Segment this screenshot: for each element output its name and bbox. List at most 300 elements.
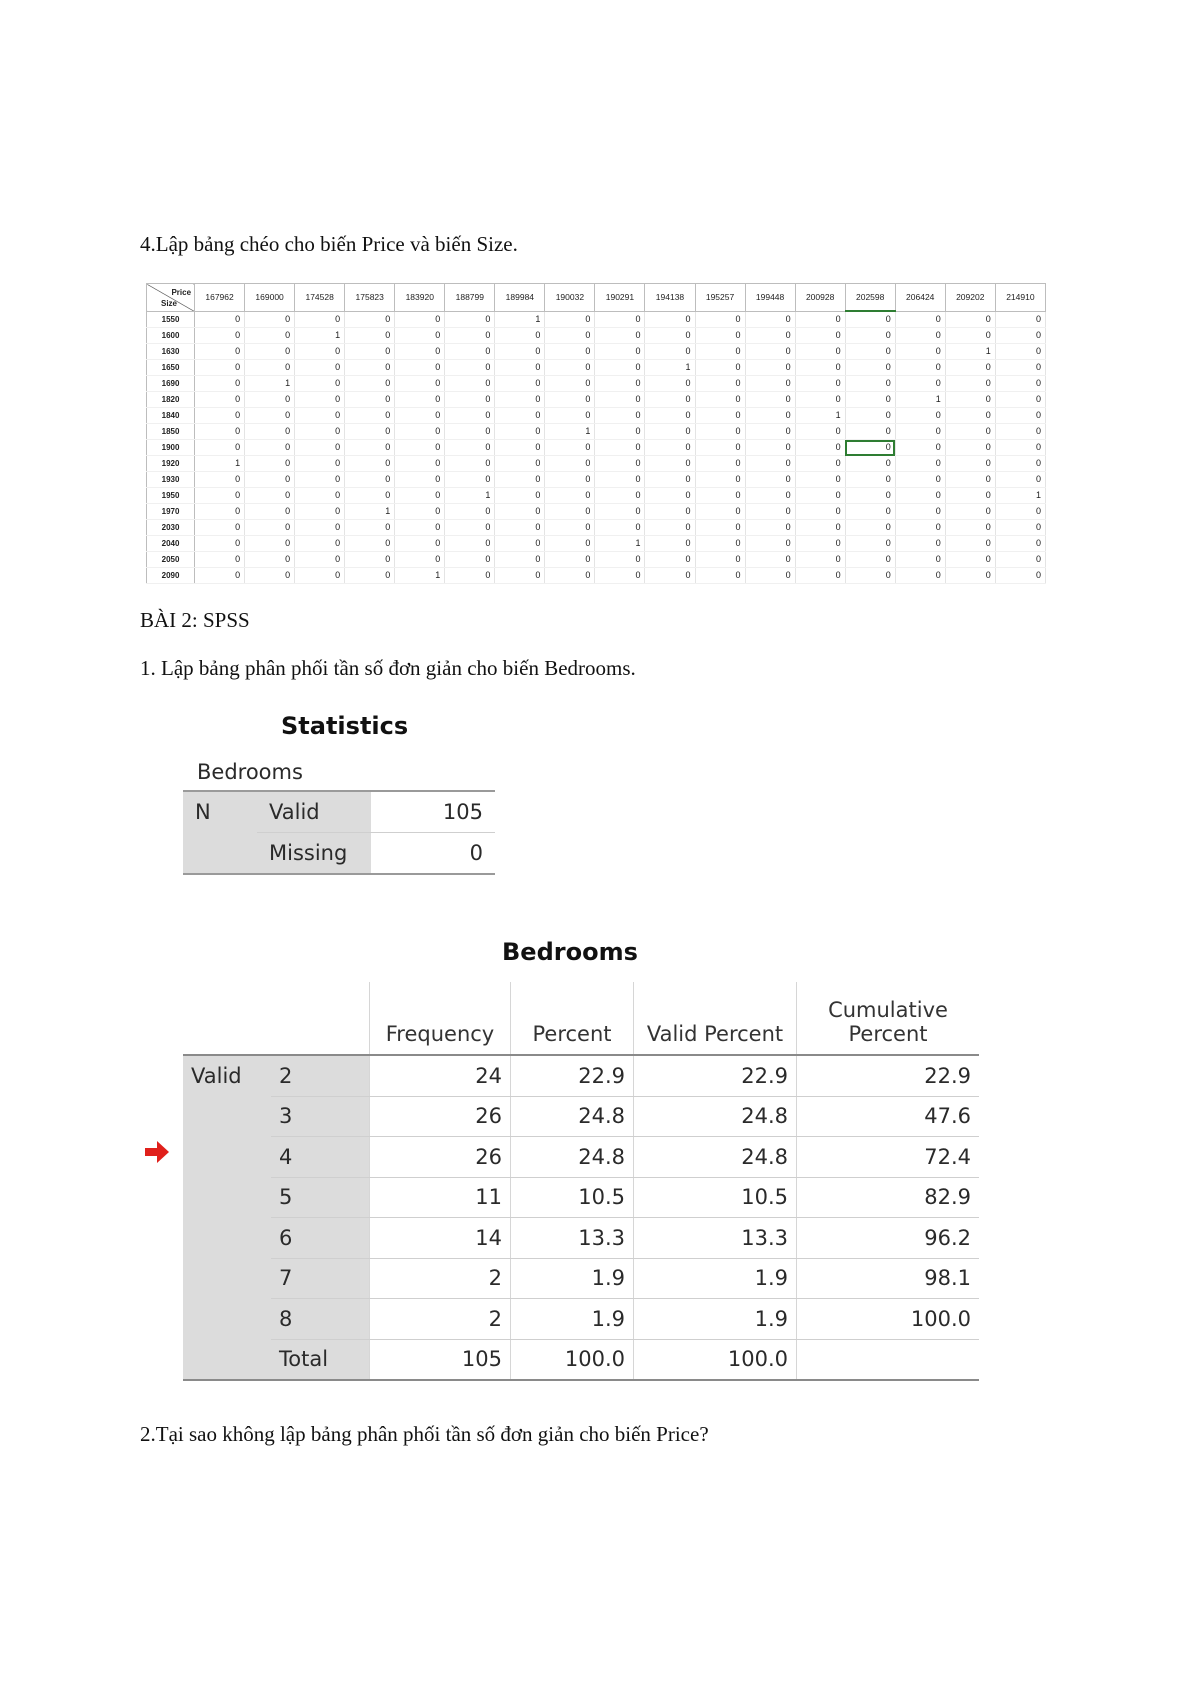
crosstab-cell: 0 bbox=[195, 392, 245, 408]
crosstab-cell: 0 bbox=[745, 568, 795, 584]
crosstab-row bbox=[147, 440, 1046, 456]
crosstab-cell: 0 bbox=[795, 360, 845, 376]
crosstab-cell: 0 bbox=[395, 408, 445, 424]
crosstab-size-header: 1630 bbox=[147, 344, 195, 360]
crosstab-cell: 0 bbox=[745, 311, 795, 328]
crosstab-cell: 0 bbox=[495, 344, 545, 360]
crosstab-cell: 0 bbox=[495, 552, 545, 568]
crosstab-price-header: 209202 bbox=[945, 284, 995, 312]
n-label-spacer bbox=[183, 833, 257, 875]
crosstab-price-header: 174528 bbox=[295, 284, 345, 312]
crosstab-cell: 0 bbox=[895, 328, 945, 344]
crosstab-cell: 0 bbox=[295, 376, 345, 392]
crosstab-cell: 0 bbox=[995, 520, 1045, 536]
crosstab-cell: 0 bbox=[895, 504, 945, 520]
crosstab-cell: 0 bbox=[445, 520, 495, 536]
crosstab-cell: 0 bbox=[945, 472, 995, 488]
crosstab-cell: 0 bbox=[745, 440, 795, 456]
crosstab-size-header: 1600 bbox=[147, 328, 195, 344]
crosstab-cell: 0 bbox=[345, 424, 395, 440]
crosstab-cell: 0 bbox=[245, 344, 295, 360]
crosstab-cell: 0 bbox=[595, 504, 645, 520]
crosstab-cell: 0 bbox=[445, 424, 495, 440]
crosstab-price-header: 199448 bbox=[745, 284, 795, 312]
crosstab-cell: 0 bbox=[745, 536, 795, 552]
crosstab-cell: 0 bbox=[395, 392, 445, 408]
valid-percent-cell: 1.9 bbox=[634, 1258, 797, 1299]
crosstab-cell: 0 bbox=[945, 376, 995, 392]
crosstab-cell: 0 bbox=[595, 424, 645, 440]
header-valid-percent: Valid Percent bbox=[634, 982, 797, 1055]
category-cell: 5 bbox=[271, 1177, 370, 1218]
crosstab-cell: 0 bbox=[645, 408, 695, 424]
crosstab-cell: 0 bbox=[845, 488, 895, 504]
crosstab-cell: 0 bbox=[545, 568, 595, 584]
valid-percent-cell: 13.3 bbox=[634, 1218, 797, 1259]
crosstab-row bbox=[147, 520, 1046, 536]
frequency-row bbox=[183, 1218, 979, 1259]
crosstab-cell: 0 bbox=[845, 552, 895, 568]
category-cell: 3 bbox=[271, 1096, 370, 1137]
crosstab-cell: 0 bbox=[895, 408, 945, 424]
n-label: N bbox=[183, 791, 257, 833]
crosstab-cell: 0 bbox=[895, 472, 945, 488]
crosstab-cell: 0 bbox=[945, 408, 995, 424]
crosstab-cell: 1 bbox=[245, 376, 295, 392]
crosstab-corner-header bbox=[147, 284, 195, 312]
crosstab-cell: 0 bbox=[195, 536, 245, 552]
crosstab-cell: 0 bbox=[545, 360, 595, 376]
crosstab-cell: 0 bbox=[545, 488, 595, 504]
percent-cell: 13.3 bbox=[511, 1218, 634, 1259]
crosstab-size-header: 2030 bbox=[147, 520, 195, 536]
crosstab-cell: 1 bbox=[895, 392, 945, 408]
crosstab-row bbox=[147, 456, 1046, 472]
crosstab-cell: 0 bbox=[245, 392, 295, 408]
crosstab-cell: 0 bbox=[895, 552, 945, 568]
crosstab-cell: 0 bbox=[345, 456, 395, 472]
crosstab-cell: 0 bbox=[745, 344, 795, 360]
crosstab-cell: 0 bbox=[445, 392, 495, 408]
crosstab-cell: 0 bbox=[545, 456, 595, 472]
frequency-row bbox=[183, 1258, 979, 1299]
percent-cell: 10.5 bbox=[511, 1177, 634, 1218]
crosstab-cell: 0 bbox=[195, 488, 245, 504]
frequency-cell: 105 bbox=[370, 1339, 511, 1380]
crosstab-cell: 0 bbox=[795, 456, 845, 472]
crosstab-cell: 0 bbox=[345, 344, 395, 360]
crosstab-cell: 0 bbox=[945, 504, 995, 520]
crosstab-cell: 0 bbox=[895, 456, 945, 472]
crosstab-cell: 0 bbox=[595, 472, 645, 488]
crosstab-cell: 0 bbox=[995, 328, 1045, 344]
crosstab-cell: 0 bbox=[245, 408, 295, 424]
crosstab-cell: 0 bbox=[345, 311, 395, 328]
crosstab-cell: 0 bbox=[345, 472, 395, 488]
crosstab-cell: 0 bbox=[745, 328, 795, 344]
crosstab-cell: 0 bbox=[645, 536, 695, 552]
frequency-row bbox=[183, 1177, 979, 1218]
crosstab-cell: 0 bbox=[795, 472, 845, 488]
crosstab-cell: 0 bbox=[995, 408, 1045, 424]
crosstab-cell: 0 bbox=[245, 536, 295, 552]
crosstab-cell: 0 bbox=[445, 311, 495, 328]
crosstab-price-header: 189984 bbox=[495, 284, 545, 312]
crosstab-cell: 0 bbox=[895, 344, 945, 360]
valid-percent-cell: 22.9 bbox=[634, 1055, 797, 1096]
percent-cell: 100.0 bbox=[511, 1339, 634, 1380]
crosstab-cell: 0 bbox=[945, 328, 995, 344]
crosstab-cell: 0 bbox=[495, 328, 545, 344]
crosstab-cell: 0 bbox=[645, 376, 695, 392]
crosstab-cell: 0 bbox=[395, 520, 445, 536]
crosstab-cell: 0 bbox=[995, 424, 1045, 440]
crosstab-cell: 0 bbox=[495, 504, 545, 520]
crosstab-cell: 0 bbox=[595, 552, 645, 568]
crosstab-cell: 0 bbox=[695, 344, 745, 360]
crosstab-cell: 0 bbox=[395, 376, 445, 392]
frequency-row bbox=[183, 1055, 979, 1096]
crosstab-cell: 0 bbox=[695, 472, 745, 488]
crosstab-cell: 0 bbox=[745, 488, 795, 504]
cumulative-percent-cell: 47.6 bbox=[797, 1096, 980, 1137]
crosstab-cell: 0 bbox=[295, 440, 345, 456]
crosstab-cell: 0 bbox=[345, 488, 395, 504]
crosstab-cell: 0 bbox=[445, 408, 495, 424]
crosstab-cell: 0 bbox=[495, 568, 545, 584]
crosstab-cell: 0 bbox=[845, 472, 895, 488]
crosstab-cell: 0 bbox=[795, 488, 845, 504]
crosstab-cell: 1 bbox=[995, 488, 1045, 504]
crosstab-cell: 0 bbox=[395, 536, 445, 552]
valid-percent-cell: 100.0 bbox=[634, 1339, 797, 1380]
crosstab-cell: 0 bbox=[795, 328, 845, 344]
header-percent: Percent bbox=[511, 982, 634, 1055]
crosstab-cell: 0 bbox=[995, 536, 1045, 552]
crosstab-row bbox=[147, 376, 1046, 392]
crosstab-cell: 0 bbox=[745, 392, 795, 408]
crosstab-row bbox=[147, 536, 1046, 552]
crosstab-cell: 0 bbox=[345, 440, 395, 456]
crosstab-image bbox=[146, 283, 1046, 588]
crosstab-cell: 1 bbox=[445, 488, 495, 504]
crosstab-size-header: 1920 bbox=[147, 456, 195, 472]
missing-label: Missing bbox=[257, 833, 371, 875]
crosstab-size-header: 1930 bbox=[147, 472, 195, 488]
frequency-cell: 26 bbox=[370, 1096, 511, 1137]
crosstab-cell: 0 bbox=[195, 344, 245, 360]
crosstab-size-header: 1900 bbox=[147, 440, 195, 456]
crosstab-row bbox=[147, 504, 1046, 520]
crosstab-cell: 1 bbox=[345, 504, 395, 520]
crosstab-size-header: 2090 bbox=[147, 568, 195, 584]
crosstab-size-header: 1650 bbox=[147, 360, 195, 376]
crosstab-row bbox=[147, 472, 1046, 488]
crosstab-cell: 0 bbox=[595, 360, 645, 376]
crosstab-cell: 0 bbox=[245, 360, 295, 376]
crosstab-cell: 0 bbox=[945, 392, 995, 408]
crosstab-row bbox=[147, 408, 1046, 424]
percent-cell: 24.8 bbox=[511, 1096, 634, 1137]
crosstab-price-header: 190291 bbox=[595, 284, 645, 312]
crosstab-cell: 0 bbox=[895, 520, 945, 536]
crosstab-cell: 0 bbox=[945, 424, 995, 440]
crosstab-cell: 0 bbox=[195, 552, 245, 568]
crosstab-cell: 0 bbox=[445, 376, 495, 392]
crosstab-price-header: 202598 bbox=[845, 284, 895, 312]
crosstab-cell: 0 bbox=[745, 552, 795, 568]
crosstab-cell: 0 bbox=[745, 504, 795, 520]
crosstab-cell: 0 bbox=[195, 568, 245, 584]
cumulative-percent-cell: 96.2 bbox=[797, 1218, 980, 1259]
crosstab-cell: 0 bbox=[845, 504, 895, 520]
frequency-cell: 11 bbox=[370, 1177, 511, 1218]
crosstab-cell: 0 bbox=[295, 456, 345, 472]
crosstab-cell: 0 bbox=[695, 456, 745, 472]
crosstab-cell: 0 bbox=[295, 360, 345, 376]
crosstab-price-header: 200928 bbox=[795, 284, 845, 312]
frequency-row bbox=[183, 1096, 979, 1137]
crosstab-cell: 0 bbox=[345, 376, 395, 392]
crosstab-cell: 0 bbox=[845, 568, 895, 584]
crosstab-cell: 0 bbox=[845, 311, 895, 328]
crosstab-cell: 0 bbox=[245, 424, 295, 440]
crosstab-cell: 0 bbox=[395, 360, 445, 376]
crosstab-cell: 0 bbox=[745, 376, 795, 392]
percent-cell: 24.8 bbox=[511, 1137, 634, 1178]
crosstab-cell: 0 bbox=[295, 408, 345, 424]
crosstab-cell: 0 bbox=[745, 424, 795, 440]
crosstab-cell: 0 bbox=[195, 440, 245, 456]
crosstab-cell: 0 bbox=[395, 504, 445, 520]
valid-group-label: Valid bbox=[183, 1055, 271, 1380]
crosstab-cell: 0 bbox=[395, 424, 445, 440]
crosstab-cell: 0 bbox=[595, 328, 645, 344]
crosstab-cell: 0 bbox=[945, 552, 995, 568]
crosstab-cell: 0 bbox=[295, 344, 345, 360]
crosstab-row bbox=[147, 552, 1046, 568]
question-1-text: 1. Lập bảng phân phối tần số đơn giản cho biến Bedrooms. bbox=[140, 656, 636, 680]
crosstab-cell: 0 bbox=[295, 311, 345, 328]
crosstab-cell: 0 bbox=[945, 488, 995, 504]
crosstab-cell: 0 bbox=[645, 552, 695, 568]
crosstab-cell: 0 bbox=[745, 456, 795, 472]
crosstab-cell: 0 bbox=[595, 520, 645, 536]
crosstab-cell: 0 bbox=[695, 440, 745, 456]
question-4-text: 4.Lập bảng chéo cho biến Price và biến Size. bbox=[140, 232, 518, 256]
frequency-cell: 26 bbox=[370, 1137, 511, 1178]
crosstab-cell: 0 bbox=[795, 376, 845, 392]
crosstab-cell: 0 bbox=[945, 440, 995, 456]
crosstab-cell: 0 bbox=[895, 360, 945, 376]
category-cell: 2 bbox=[271, 1055, 370, 1096]
header-blank-category bbox=[271, 982, 370, 1055]
crosstab-cell: 0 bbox=[745, 360, 795, 376]
cumulative-percent-cell: 98.1 bbox=[797, 1258, 980, 1299]
crosstab-cell: 0 bbox=[795, 520, 845, 536]
crosstab-cell: 0 bbox=[195, 504, 245, 520]
percent-cell: 1.9 bbox=[511, 1299, 634, 1340]
crosstab-cell: 1 bbox=[945, 344, 995, 360]
crosstab-size-header: 1970 bbox=[147, 504, 195, 520]
crosstab-price-header: 195257 bbox=[695, 284, 745, 312]
crosstab-cell: 0 bbox=[495, 440, 545, 456]
crosstab-cell: 0 bbox=[595, 392, 645, 408]
crosstab-cell: 0 bbox=[995, 568, 1045, 584]
crosstab-cell: 0 bbox=[295, 504, 345, 520]
crosstab-cell: 0 bbox=[545, 392, 595, 408]
crosstab-cell: 0 bbox=[845, 360, 895, 376]
crosstab-cell: 0 bbox=[845, 376, 895, 392]
crosstab-cell: 0 bbox=[695, 328, 745, 344]
crosstab-cell: 0 bbox=[245, 568, 295, 584]
crosstab-cell: 0 bbox=[745, 408, 795, 424]
valid-percent-cell: 24.8 bbox=[634, 1096, 797, 1137]
crosstab-cell: 0 bbox=[495, 520, 545, 536]
crosstab-row bbox=[147, 392, 1046, 408]
crosstab-cell: 0 bbox=[495, 376, 545, 392]
crosstab-cell: 0 bbox=[545, 376, 595, 392]
crosstab-cell: 0 bbox=[595, 408, 645, 424]
crosstab-cell: 0 bbox=[895, 568, 945, 584]
crosstab-cell: 0 bbox=[545, 328, 595, 344]
crosstab-cell: 0 bbox=[245, 311, 295, 328]
crosstab-price-header: 194138 bbox=[645, 284, 695, 312]
crosstab-cell: 0 bbox=[495, 536, 545, 552]
crosstab-row bbox=[147, 488, 1046, 504]
crosstab-cell: 0 bbox=[395, 472, 445, 488]
header-frequency: Frequency bbox=[370, 982, 511, 1055]
crosstab-size-header: 1690 bbox=[147, 376, 195, 392]
header-cumulative-line1: Cumulative bbox=[828, 998, 948, 1022]
crosstab-cell: 0 bbox=[645, 472, 695, 488]
frequency-cell: 2 bbox=[370, 1299, 511, 1340]
frequency-row bbox=[183, 1299, 979, 1340]
crosstab-cell: 0 bbox=[645, 392, 695, 408]
crosstab-cell: 0 bbox=[445, 328, 495, 344]
crosstab-cell: 0 bbox=[595, 376, 645, 392]
crosstab-cell: 0 bbox=[945, 536, 995, 552]
crosstab-cell: 0 bbox=[545, 311, 595, 328]
crosstab-cell: 0 bbox=[645, 568, 695, 584]
crosstab-cell: 0 bbox=[245, 440, 295, 456]
corner-price-label: Price bbox=[171, 288, 192, 297]
crosstab-cell: 1 bbox=[195, 456, 245, 472]
category-cell: 7 bbox=[271, 1258, 370, 1299]
crosstab-cell: 0 bbox=[295, 520, 345, 536]
crosstab-row bbox=[147, 328, 1046, 344]
cumulative-percent-cell: 22.9 bbox=[797, 1055, 980, 1096]
crosstab-cell: 0 bbox=[645, 344, 695, 360]
crosstab-cell: 0 bbox=[795, 536, 845, 552]
crosstab-cell: 0 bbox=[895, 376, 945, 392]
crosstab-cell: 0 bbox=[795, 311, 845, 328]
crosstab-price-header: 175823 bbox=[345, 284, 395, 312]
crosstab-cell: 0 bbox=[945, 568, 995, 584]
question-2-text: 2.Tại sao không lập bảng phân phối tần số đơn giản cho biến Price? bbox=[140, 1422, 709, 1446]
crosstab-cell: 0 bbox=[745, 472, 795, 488]
crosstab-cell: 0 bbox=[845, 408, 895, 424]
red-arrow-icon bbox=[144, 1140, 170, 1164]
crosstab-cell: 0 bbox=[695, 376, 745, 392]
crosstab-cell: 0 bbox=[995, 504, 1045, 520]
valid-value: 105 bbox=[371, 791, 495, 833]
crosstab-cell: 0 bbox=[945, 311, 995, 328]
crosstab-cell: 0 bbox=[695, 520, 745, 536]
cumulative-percent-cell bbox=[797, 1339, 980, 1380]
crosstab-row bbox=[147, 311, 1046, 328]
crosstab-cell: 0 bbox=[895, 488, 945, 504]
crosstab-cell: 0 bbox=[245, 552, 295, 568]
crosstab-cell: 0 bbox=[445, 344, 495, 360]
crosstab-cell: 0 bbox=[645, 440, 695, 456]
crosstab-cell: 0 bbox=[595, 311, 645, 328]
crosstab-size-header: 1850 bbox=[147, 424, 195, 440]
crosstab-cell: 0 bbox=[695, 552, 745, 568]
crosstab-cell: 0 bbox=[345, 328, 395, 344]
crosstab-cell: 0 bbox=[445, 536, 495, 552]
crosstab-cell: 0 bbox=[245, 456, 295, 472]
crosstab-cell: 0 bbox=[195, 376, 245, 392]
crosstab-cell: 0 bbox=[495, 456, 545, 472]
crosstab-cell: 0 bbox=[695, 392, 745, 408]
crosstab-cell: 0 bbox=[995, 472, 1045, 488]
crosstab-cell: 0 bbox=[445, 568, 495, 584]
header-cumulative-line2: Percent bbox=[848, 1022, 928, 1046]
crosstab-cell: 1 bbox=[395, 568, 445, 584]
crosstab-cell: 0 bbox=[195, 408, 245, 424]
crosstab-cell: 0 bbox=[495, 392, 545, 408]
crosstab-cell: 0 bbox=[345, 392, 395, 408]
crosstab-cell: 0 bbox=[245, 472, 295, 488]
crosstab-cell: 0 bbox=[495, 408, 545, 424]
crosstab-cell: 0 bbox=[695, 536, 745, 552]
crosstab-cell: 0 bbox=[295, 536, 345, 552]
corner-size-label: Size bbox=[161, 298, 178, 308]
crosstab-cell: 0 bbox=[445, 472, 495, 488]
crosstab-price-header: 167962 bbox=[195, 284, 245, 312]
crosstab-price-header: 214910 bbox=[995, 284, 1045, 312]
crosstab-cell: 0 bbox=[445, 440, 495, 456]
crosstab-cell: 0 bbox=[245, 488, 295, 504]
crosstab-cell: 0 bbox=[595, 488, 645, 504]
crosstab-price-header: 190032 bbox=[545, 284, 595, 312]
crosstab-cell: 0 bbox=[495, 360, 545, 376]
frequency-cell: 2 bbox=[370, 1258, 511, 1299]
crosstab-size-header: 1550 bbox=[147, 311, 195, 328]
crosstab-cell: 0 bbox=[645, 504, 695, 520]
crosstab-cell: 0 bbox=[495, 424, 545, 440]
crosstab-cell: 0 bbox=[945, 520, 995, 536]
crosstab-cell: 0 bbox=[645, 328, 695, 344]
crosstab-cell: 0 bbox=[545, 408, 595, 424]
cumulative-percent-cell: 72.4 bbox=[797, 1137, 980, 1178]
category-cell: 8 bbox=[271, 1299, 370, 1340]
crosstab-cell: 0 bbox=[845, 456, 895, 472]
crosstab-cell: 0 bbox=[795, 440, 845, 456]
crosstab-price-header: 206424 bbox=[895, 284, 945, 312]
crosstab-price-header: 183920 bbox=[395, 284, 445, 312]
crosstab-cell: 0 bbox=[545, 440, 595, 456]
crosstab-cell: 0 bbox=[995, 360, 1045, 376]
crosstab-price-header: 188799 bbox=[445, 284, 495, 312]
crosstab-cell: 0 bbox=[195, 360, 245, 376]
frequency-table bbox=[183, 982, 979, 1381]
statistics-variable-label: Bedrooms bbox=[197, 760, 303, 784]
crosstab-cell: 0 bbox=[645, 456, 695, 472]
crosstab-size-header: 1820 bbox=[147, 392, 195, 408]
crosstab-table bbox=[146, 283, 1046, 584]
